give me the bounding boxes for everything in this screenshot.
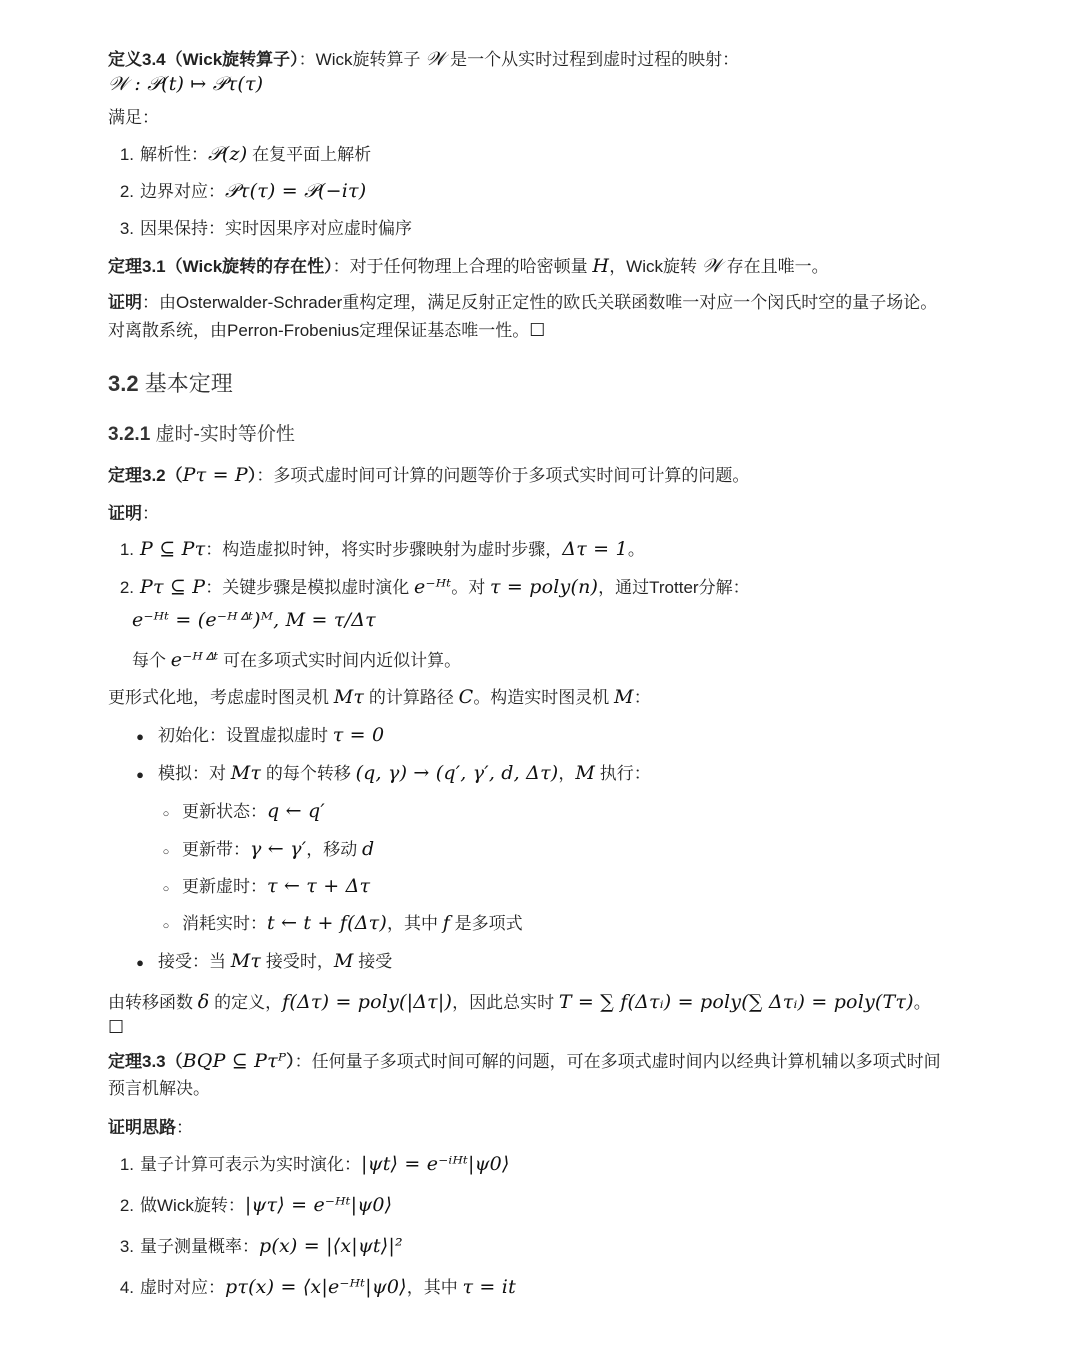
formal-text: 更形式化地，考虑虚时图灵机 xyxy=(108,688,334,707)
step-math: p(x) = |⟨x|ψt⟩|² xyxy=(259,1235,403,1257)
step-text: 量子计算可表示为实时演化： xyxy=(140,1155,361,1174)
transition-math: δ xyxy=(197,991,210,1013)
condition-number: 1. xyxy=(119,145,134,164)
definition-3-4-line xyxy=(108,47,739,72)
formal-math-3: M xyxy=(614,686,634,708)
sub-bullet-circle: ○ xyxy=(162,846,170,858)
bullet-text-3: 接受 xyxy=(353,952,393,971)
sub-bullet-text: 更新虚时： xyxy=(182,877,267,896)
sub-bullet-text-2: ，移动 xyxy=(306,840,362,859)
step-number: 1. xyxy=(119,540,134,559)
sub-bullet-item xyxy=(160,911,523,938)
transition-text-3: ，因此总实时 xyxy=(452,993,559,1012)
approximation-math: e⁻ᴴᐞᵗ xyxy=(170,649,219,671)
section-heading-3-2 xyxy=(108,372,233,396)
section-title: 基本定理 xyxy=(138,371,233,396)
bullet-dot: ● xyxy=(136,955,144,970)
proof-idea-label-line xyxy=(108,1116,193,1140)
theorem-3-3-text: ：任何量子多项式时间可解的问题，可在多项式虚时间内以经典计算机辅以多项式时间 xyxy=(294,1052,941,1071)
sub-bullet-item xyxy=(160,837,374,864)
step-math-3: τ = poly(n) xyxy=(489,576,599,598)
step-number: 2. xyxy=(119,1196,134,1215)
theorem-3-2-text: ：多项式虚时间可计算的问题等价于多项式实时间可计算的问题。 xyxy=(256,466,750,485)
bullet-dot: ● xyxy=(136,767,144,782)
step-text: 量子测量概率： xyxy=(140,1237,259,1256)
proof-3-1-text: ：由Osterwalder-Schrader重构定理，满足反射正定性的欧氏关联函数唯一对应一个闵氏时空的量子场论。 xyxy=(142,293,938,312)
step-math: Pτ ⊆ P xyxy=(140,576,206,598)
condition-text: 因果保持：实时因果序对应虚时偏序 xyxy=(140,219,412,238)
bullet-math-2: (q, γ) → (q′, γ′, d, Δτ) xyxy=(355,762,559,784)
bullet-text: 初始化：设置虚拟虚时 xyxy=(158,726,333,745)
step-math: P ⊆ Pτ xyxy=(140,538,206,560)
approximation-line xyxy=(132,648,461,673)
definition-3-4-text: ：Wick旋转算子 xyxy=(298,50,426,69)
condition-item xyxy=(110,217,412,241)
step-math-2: τ = it xyxy=(462,1276,516,1298)
sub-bullet-text: 消耗实时： xyxy=(182,914,267,933)
bullet-math: Mτ xyxy=(230,762,262,784)
sub-bullet-text: 更新状态： xyxy=(182,802,267,821)
proof-idea-step xyxy=(110,1193,392,1218)
sub-bullet-item xyxy=(160,799,325,826)
bullet-item xyxy=(134,949,392,975)
sub-bullet-text-3: 是多项式 xyxy=(449,914,523,933)
bullet-text-2: 接受时， xyxy=(261,952,334,971)
transition-math-3: T = ∑ f(Δτᵢ) = poly(∑ Δτᵢ) = poly(Tτ) xyxy=(558,991,914,1013)
definition-3-4-formula: 𝒲 : 𝒫(t) ↦ 𝒫τ(τ) xyxy=(108,73,264,95)
formal-math: Mτ xyxy=(333,686,365,708)
trotter-formula: e⁻ᴴᵗ = (e⁻ᴴᐞᵗ)ᴹ, M = τ/Δτ xyxy=(132,609,376,631)
sub-bullet-circle: ○ xyxy=(162,808,170,820)
proof-step-2 xyxy=(110,575,750,600)
proof-idea-label: 证明思路 xyxy=(108,1118,176,1137)
proof-idea-step xyxy=(110,1275,516,1300)
transition-function-line xyxy=(108,990,931,1015)
theorem-3-1-label: 定理3.1（Wick旋转的存在性） xyxy=(108,257,333,276)
step-text: 虚时对应： xyxy=(140,1278,225,1297)
bullet-math: Mτ xyxy=(230,950,262,972)
sub-bullet-text-2: ，其中 xyxy=(386,914,443,933)
sub-bullet-math: t ← t + f(Δτ) xyxy=(267,912,387,934)
bullet-item xyxy=(134,761,651,787)
subsection-title: 虚时-实时等价性 xyxy=(150,424,295,445)
theorem-3-2-label-close: ） xyxy=(247,466,257,485)
transition-math-2: f(Δτ) = poly(|Δτ|) xyxy=(282,991,453,1013)
theorem-3-1-text: ：对于任何物理上合理的哈密顿量 xyxy=(332,257,593,276)
sub-bullet-item xyxy=(160,874,370,901)
bullet-text-4: 执行： xyxy=(595,764,651,783)
condition-item xyxy=(110,142,371,167)
condition-math: 𝒫τ(τ) = 𝒫(−iτ) xyxy=(225,180,367,202)
condition-number: 3. xyxy=(119,219,134,238)
sub-bullet-math: q ← q′ xyxy=(267,800,325,822)
step-number: 2. xyxy=(119,578,134,597)
step-math-2: e⁻ᴴᵗ xyxy=(414,576,452,598)
step-math: pτ(x) = ⟨x|e⁻ᴴᵗ|ψ0⟩ xyxy=(225,1276,407,1298)
proof-colon: ： xyxy=(142,504,159,523)
bullet-math: τ = 0 xyxy=(332,724,385,746)
bullet-text: 接受：当 xyxy=(158,952,231,971)
condition-text: 解析性： xyxy=(140,145,208,164)
bullet-item xyxy=(134,723,384,749)
theorem-3-3-line-1 xyxy=(108,1049,941,1074)
qed-symbol: ☐ xyxy=(529,320,546,341)
step-number: 1. xyxy=(119,1155,134,1174)
sub-bullet-math: τ ← τ + Δτ xyxy=(267,875,371,897)
proof-step-1 xyxy=(110,537,645,562)
proof-idea-step xyxy=(110,1234,403,1259)
proof-3-2-label-line xyxy=(108,502,159,526)
formal-line xyxy=(108,685,651,710)
theorem-3-2-line xyxy=(108,463,749,488)
theorem-3-2-math: Pτ = P xyxy=(182,464,248,486)
step-text: 做Wick旋转： xyxy=(140,1196,245,1215)
bullet-text-3: ， xyxy=(558,764,576,783)
satisfy-label: 满足： xyxy=(108,108,159,127)
step-text-3: ，通过Trotter分解： xyxy=(598,578,750,597)
math-wick-operator: 𝒲 xyxy=(425,48,446,70)
formal-text-4: ： xyxy=(633,688,651,707)
step-math: |ψτ⟩ = e⁻ᴴᵗ|ψ0⟩ xyxy=(244,1194,393,1216)
bullet-math-3: M xyxy=(575,762,596,784)
transition-text-2: 的定义， xyxy=(209,993,283,1012)
transition-text: 由转移函数 xyxy=(108,993,198,1012)
condition-item xyxy=(110,179,366,204)
condition-math: 𝒫(z) xyxy=(208,143,248,165)
theorem-3-3-label: 定理3.3（ xyxy=(108,1052,183,1071)
math-wick-operator: 𝒲 xyxy=(701,255,722,277)
step-text-2: 。 xyxy=(627,540,645,559)
step-number: 3. xyxy=(119,1237,134,1256)
sub-bullet-math: γ ← γ′ xyxy=(250,838,307,860)
sub-bullet-math-2: f xyxy=(442,912,450,934)
bullet-text: 模拟：对 xyxy=(158,764,231,783)
approximation-text: 每个 xyxy=(132,651,171,670)
proof-3-1-line-2 xyxy=(108,319,545,343)
bullet-dot: ● xyxy=(136,729,144,744)
sub-bullet-circle: ○ xyxy=(162,883,170,895)
sub-bullet-circle: ○ xyxy=(162,920,170,932)
formal-text-2: 的计算路径 xyxy=(364,688,459,707)
step-text-2: ，其中 xyxy=(406,1278,463,1297)
formal-text-3: 。构造实时图灵机 xyxy=(473,688,615,707)
qed-symbol: ☐ xyxy=(108,1017,125,1038)
step-math: |ψt⟩ = e⁻ⁱᴴᵗ|ψ0⟩ xyxy=(361,1153,510,1175)
bullet-math-2: M xyxy=(333,950,354,972)
proof-label: 证明 xyxy=(108,504,142,523)
proof-idea-step xyxy=(110,1152,510,1177)
step-number: 4. xyxy=(119,1278,134,1297)
subsection-heading-3-2-1 xyxy=(108,423,295,447)
proof-label: 证明 xyxy=(108,293,142,312)
approximation-text-2: 可在多项式实时间内近似计算。 xyxy=(218,651,462,670)
definition-3-4-text-2: 是一个从实时过程到虚时过程的映射： xyxy=(445,50,740,69)
step-text: ：构造虚拟时钟，将实时步骤映射为虚时步骤， xyxy=(205,540,563,559)
theorem-3-1-line xyxy=(108,254,829,279)
step-text: ：关键步骤是模拟虚时演化 xyxy=(205,578,415,597)
condition-number: 2. xyxy=(119,182,134,201)
condition-text-post: 在复平面上解析 xyxy=(247,145,372,164)
step-text-2: 。对 xyxy=(451,578,490,597)
step-math-2: Δτ = 1 xyxy=(562,538,628,560)
transition-text-4: 。 xyxy=(913,993,931,1012)
condition-text: 边界对应： xyxy=(140,182,225,201)
theorem-3-2-label: 定理3.2（ xyxy=(108,466,183,485)
theorem-3-3-math: BQP ⊆ Pτᴾ xyxy=(182,1050,287,1072)
bullet-text-2: 的每个转移 xyxy=(261,764,356,783)
sub-bullet-math-2: d xyxy=(361,838,375,860)
proof-idea-colon: ： xyxy=(176,1118,193,1137)
proof-3-1-line-1 xyxy=(108,291,937,315)
theorem-3-3-label-close: ） xyxy=(286,1052,295,1071)
math-hamiltonian: H xyxy=(592,255,610,277)
subsection-number: 3.2.1 xyxy=(108,424,151,445)
theorem-3-1-text-2: ，Wick旋转 xyxy=(609,257,702,276)
section-number: 3.2 xyxy=(108,371,139,396)
theorem-3-1-text-3: 存在且唯一。 xyxy=(721,257,829,276)
theorem-3-3-line-2: 预言机解决。 xyxy=(108,1079,210,1098)
sub-bullet-text: 更新带： xyxy=(182,840,250,859)
formal-math-2: C xyxy=(458,686,474,708)
definition-3-4-label: 定义3.4（Wick旋转算子） xyxy=(108,50,299,69)
proof-3-1-text-2: 对离散系统，由Perron-Frobenius定理保证基态唯一性。 xyxy=(108,321,530,340)
